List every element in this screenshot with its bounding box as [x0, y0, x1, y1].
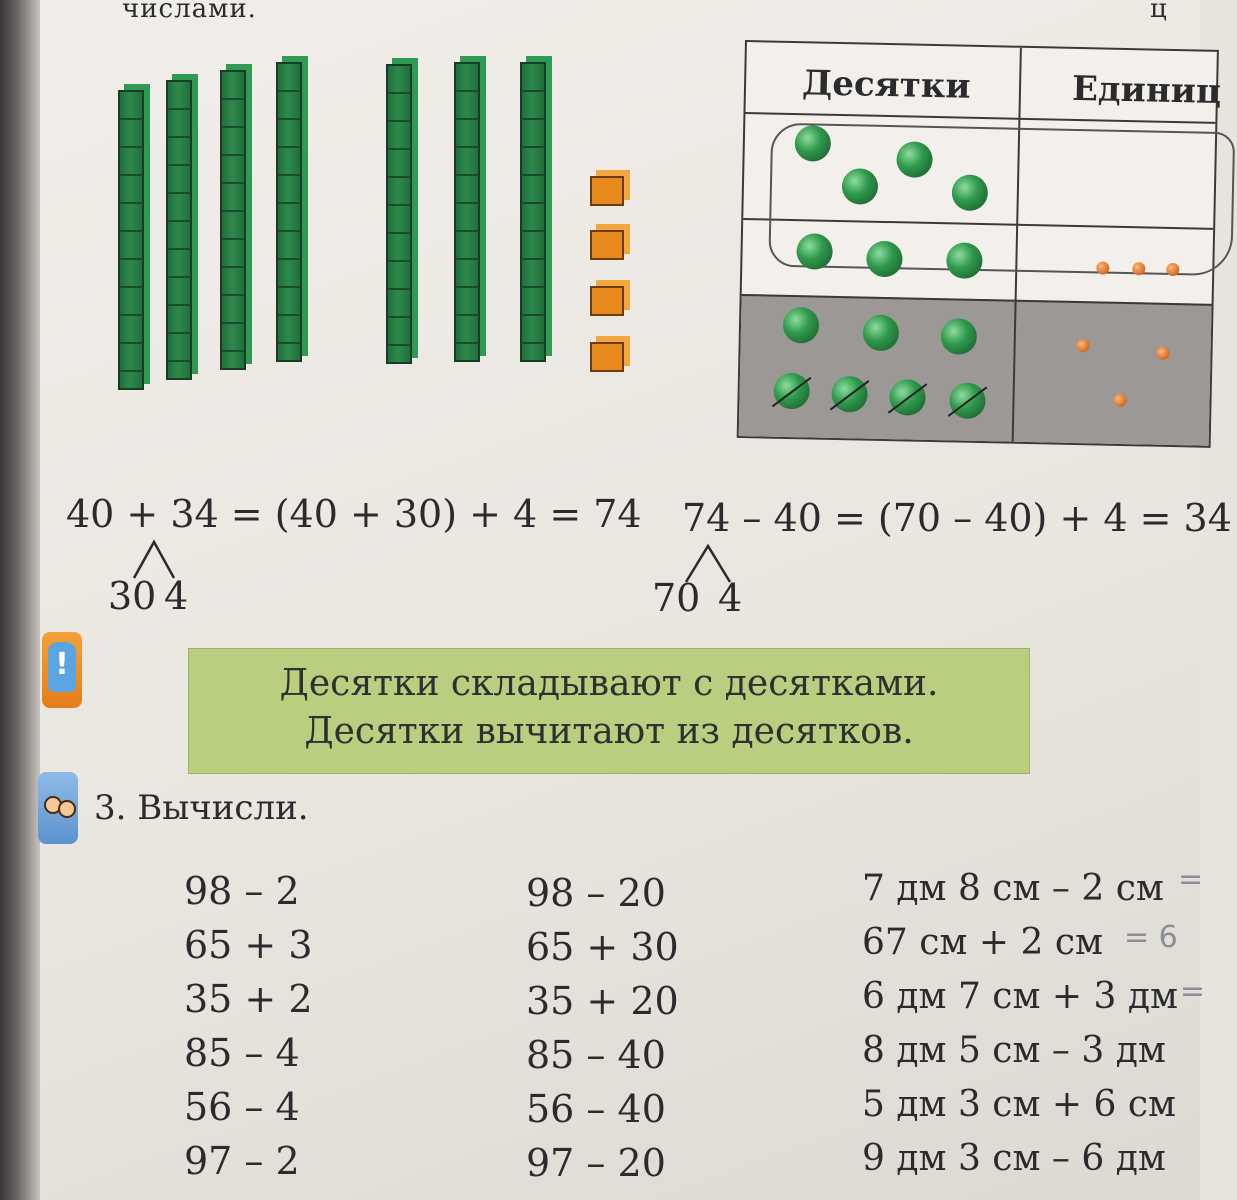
rule-line-2: Десятки вычитают из десятков.: [304, 711, 914, 752]
exclamation-icon: !: [42, 632, 82, 708]
addition-example: 40 + 34 = (40 + 30) + 4 = 74: [66, 492, 642, 536]
unit-cube: [590, 286, 624, 316]
header-ones: Единиц: [1071, 68, 1222, 112]
ten-rod: [454, 62, 480, 362]
ten-rod: [166, 80, 192, 380]
expression: 85 – 40: [526, 1033, 666, 1077]
ten-rod: [118, 90, 144, 390]
expression: 6 дм 7 см + 3 дм: [862, 976, 1179, 1017]
expression: 85 – 4: [184, 1031, 300, 1075]
handwritten-mark: =: [1178, 862, 1204, 897]
expression: 65 + 30: [526, 925, 679, 969]
place-value-table: [737, 40, 1222, 448]
column-1: [184, 864, 313, 1188]
rule-box: [188, 648, 1030, 774]
cut-heading-right: ц: [1150, 0, 1167, 24]
split-right: 4: [164, 574, 189, 618]
task-title: 3. Вычисли.: [94, 788, 309, 828]
split-left: 30: [108, 574, 157, 618]
rule-line-1: Десятки складывают с десятками.: [279, 663, 939, 704]
ten-ball: [866, 241, 903, 278]
unit-cube: [590, 342, 624, 372]
split-right: 4: [718, 576, 743, 620]
subtraction-example: 74 – 40 = (70 – 40) + 4 = 34: [682, 496, 1232, 540]
column-2: [526, 866, 679, 1190]
grouping-outline: [768, 123, 1235, 277]
expression: 97 – 2: [184, 1139, 300, 1183]
expression: 56 – 40: [526, 1087, 666, 1131]
expression: 56 – 4: [184, 1085, 300, 1129]
pair-work-icon: [38, 772, 78, 844]
expression: 98 – 20: [526, 871, 666, 915]
unit-cube: [590, 176, 624, 206]
table-header: [745, 42, 1222, 124]
ten-rod: [220, 70, 246, 370]
unit-cube: [590, 230, 624, 260]
column-3: [862, 862, 1178, 1186]
expression: 35 + 20: [526, 979, 679, 1023]
handwritten-mark: =: [1180, 974, 1206, 1009]
expression: 98 – 2: [184, 869, 300, 913]
header-tens: Десятки: [801, 63, 972, 107]
expression: 5 дм 3 см + 6 см: [862, 1084, 1177, 1125]
expression: 67 см + 2 см: [862, 922, 1103, 963]
expression: 7 дм 8 см – 2 см: [862, 868, 1164, 909]
ten-rod: [520, 62, 546, 362]
expression: 9 дм 3 см – 6 дм: [862, 1138, 1166, 1179]
handwritten-mark: = 6: [1124, 920, 1178, 955]
expression: 65 + 3: [184, 923, 313, 967]
ten-ball: [946, 242, 983, 279]
cut-heading: числами.: [122, 0, 257, 24]
expression: 35 + 2: [184, 977, 313, 1021]
book-spine: [0, 0, 40, 1200]
ten-rod: [386, 64, 412, 364]
kid-face: [58, 800, 76, 818]
expression: 97 – 20: [526, 1141, 666, 1185]
expression: 8 дм 5 см – 3 дм: [862, 1030, 1166, 1071]
ten-rod: [276, 62, 302, 362]
split-left: 70: [652, 576, 701, 620]
